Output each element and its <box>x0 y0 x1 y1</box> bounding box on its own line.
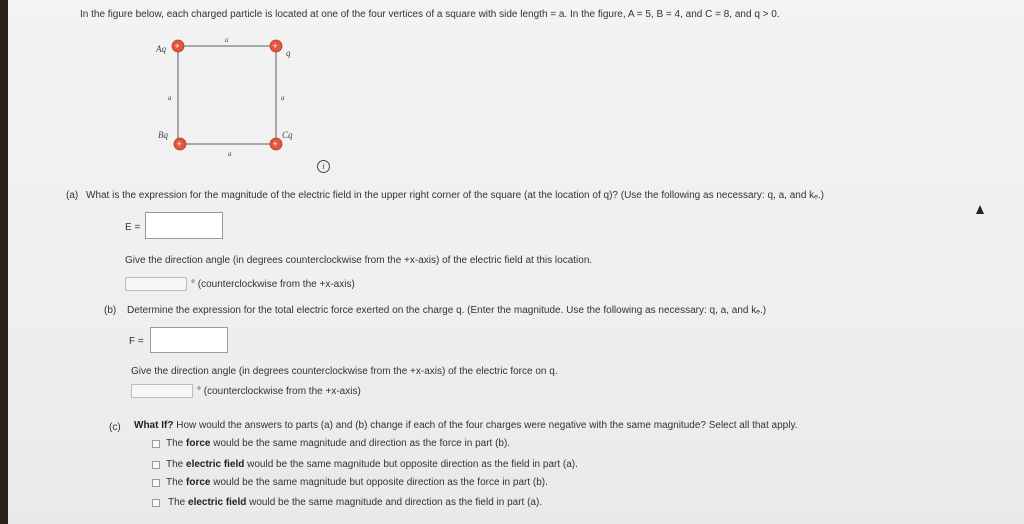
svg-text:+: + <box>174 41 180 51</box>
part-b-question: Determine the expression for the total electric force exerted on the charge q. (Enter the magnitude. Use the following as necessary: q, a, and kₑ.) <box>127 305 767 316</box>
part-a-field-label: E = <box>125 222 141 233</box>
part-a-direction-input[interactable] <box>125 277 187 291</box>
charge-label-bq: Bq <box>158 130 168 140</box>
mouse-cursor-icon <box>976 205 984 214</box>
part-b-field-label: F = <box>129 336 144 347</box>
charge-label-cq: Cq <box>282 130 293 140</box>
charge-top-right <box>270 40 282 52</box>
charge-top-left <box>172 40 184 52</box>
part-b-force-input[interactable] <box>150 327 228 353</box>
square-charge-figure <box>148 34 308 164</box>
part-b-direction-unit: ° (counterclockwise from the +x-axis) <box>197 386 361 397</box>
part-c-bold-lead: What If? <box>134 420 174 431</box>
side-label-right: a <box>281 94 285 102</box>
info-icon[interactable]: i <box>317 160 330 173</box>
charge-label-q: q <box>286 48 291 58</box>
part-c-question: How would the answers to parts (a) and (b) change if each of the four charges were negative with the same magnitude? Select all that apply. <box>173 420 798 431</box>
option-3-checkbox[interactable] <box>152 479 160 487</box>
part-c-label: (c) <box>109 422 121 433</box>
part-b-label: (b) <box>104 305 117 316</box>
option-2-text: The electric field would be the same magnitude but opposite direction as the field in part (a). <box>166 459 578 470</box>
option-1-checkbox[interactable] <box>152 440 160 448</box>
option-4-checkbox[interactable] <box>152 499 160 507</box>
option-2-checkbox[interactable] <box>152 461 160 469</box>
option-4-text: The electric field would be the same magnitude and direction as the field in part (a). <box>168 497 543 508</box>
part-a-label: (a) <box>66 190 79 201</box>
svg-text:+: + <box>272 139 278 149</box>
charge-bottom-left <box>174 138 186 150</box>
side-label-bottom: a <box>228 150 232 158</box>
charge-bottom-right <box>270 138 282 150</box>
part-a-direction-prompt: Give the direction angle (in degrees counterclockwise from the +x-axis) of the electric field at this location. <box>125 255 593 266</box>
problem-statement: In the figure below, each charged particle is located at one of the four vertices of a square with side length = a. In the figure, A = 5, B = 4, and C = 8, and q > 0. <box>80 9 780 20</box>
option-1-text: The force would be the same magnitude and direction as the force in part (b). <box>166 438 511 449</box>
option-3-text: The force would be the same magnitude but opposite direction as the force in part (b). <box>166 477 548 488</box>
part-a-electric-field-input[interactable] <box>145 212 223 239</box>
figure-svg <box>148 34 308 164</box>
svg-text:+: + <box>176 139 182 149</box>
part-b-direction-prompt: Give the direction angle (in degrees counterclockwise from the +x-axis) of the electric force on q. <box>131 366 558 377</box>
part-c-question-line <box>134 420 798 432</box>
charge-label-aq: Aq <box>156 44 166 54</box>
part-b-direction-input[interactable] <box>131 384 193 398</box>
part-a-question: What is the expression for the magnitude of the electric field in the upper right corner of the square (at the location of q)? (Use the following as necessary: q, a, and kₑ.) <box>86 190 824 201</box>
side-label-top: a <box>225 36 229 44</box>
svg-text:+: + <box>272 41 278 51</box>
question-page <box>8 0 1024 524</box>
part-a-direction-unit: ° (counterclockwise from the +x-axis) <box>191 279 355 290</box>
side-label-left: a <box>168 94 172 102</box>
